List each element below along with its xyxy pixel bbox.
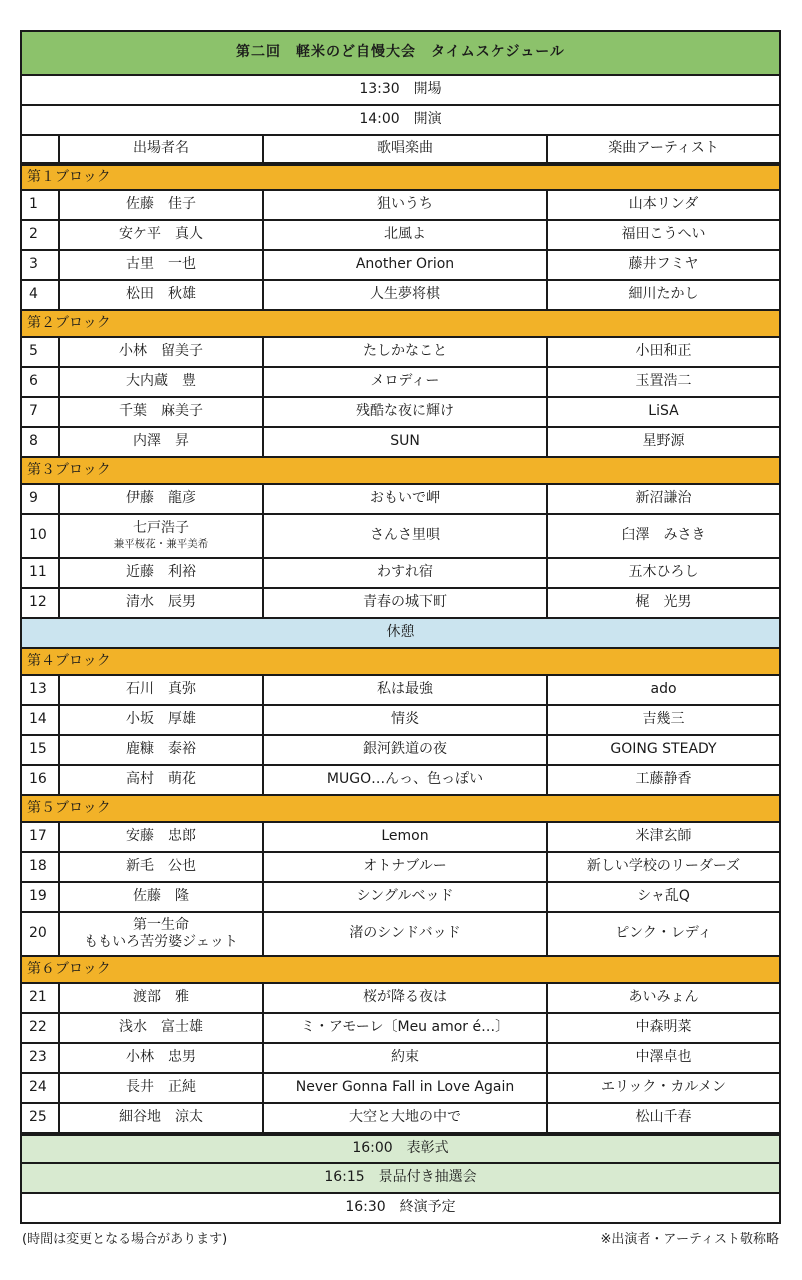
header-artist: 楽曲アーティスト — [546, 136, 779, 162]
doors-open-row — [20, 76, 781, 106]
performer-row — [20, 883, 781, 913]
performer-names — [119, 343, 203, 361]
song-title: Another Orion — [262, 251, 546, 279]
performer-names — [114, 520, 209, 551]
schedule-table — [20, 30, 781, 1224]
performer-name: 長井 正純 — [126, 1079, 196, 1096]
footer-note-time: (時間は変更となる場合があります) — [22, 1232, 228, 1247]
performer-name: 伊藤 龍彦 — [126, 490, 196, 507]
performer-cell — [58, 766, 262, 794]
performer-cell — [58, 706, 262, 734]
performer-cell — [58, 281, 262, 309]
performer-name: 浅水 富士雄 — [119, 1019, 203, 1036]
song-title: メロディー — [262, 368, 546, 396]
block-label: 第２ブロック — [27, 314, 111, 331]
performer-names — [126, 741, 196, 759]
performer-name: 渡部 雅 — [133, 989, 189, 1006]
entry-number: 18 — [29, 858, 47, 875]
performer-name: 第一生命 — [132, 916, 189, 933]
performer-subname: 兼平桜花・兼平美希 — [113, 537, 209, 550]
performer-name: 七戸浩子 — [133, 520, 189, 537]
closing-event-text: 16:30 終演予定 — [345, 1199, 456, 1216]
performer-name: 石川 真弥 — [126, 681, 196, 698]
performer-names — [126, 828, 196, 846]
performer-names — [126, 256, 196, 274]
performer-row — [20, 853, 781, 883]
song-title: たしかなこと — [262, 338, 546, 366]
song-artist: ado — [546, 676, 779, 704]
song-title: MUGO…んっ、色っぽい — [262, 766, 546, 794]
header-number — [22, 136, 58, 162]
song-artist: 吉幾三 — [546, 706, 779, 734]
performer-names — [119, 403, 203, 421]
performer-row — [20, 221, 781, 251]
entry-number: 14 — [29, 711, 47, 728]
song-title: オトナブルー — [262, 853, 546, 881]
song-artist: 梶 光男 — [546, 589, 779, 617]
closing-event-row — [20, 1194, 781, 1224]
performer-names — [133, 433, 189, 451]
entry-number: 6 — [29, 373, 38, 390]
song-title: 人生夢将棋 — [262, 281, 546, 309]
performer-cell — [58, 883, 262, 911]
song-title: さんさ里唄 — [262, 515, 546, 557]
song-artist: あいみょん — [546, 984, 779, 1012]
performer-row — [20, 251, 781, 281]
performer-row — [20, 368, 781, 398]
performer-cell — [58, 221, 262, 249]
performer-cell — [58, 515, 262, 557]
performer-row — [20, 338, 781, 368]
performer-row — [20, 766, 781, 796]
song-artist: 山本リンダ — [546, 191, 779, 219]
performer-name: 古里 一也 — [126, 256, 196, 273]
song-artist: 細川たかし — [546, 281, 779, 309]
show-start-row — [20, 106, 781, 136]
block-label: 第５ブロック — [27, 799, 111, 816]
song-artist: 星野源 — [546, 428, 779, 456]
song-title: シングルベッド — [262, 883, 546, 911]
performer-row — [20, 1044, 781, 1074]
performer-name: 大内蔵 豊 — [126, 373, 196, 390]
block-header-row — [20, 796, 781, 823]
performer-cell — [58, 1044, 262, 1072]
performer-names — [119, 226, 203, 244]
performer-row — [20, 1014, 781, 1044]
performer-names — [126, 373, 196, 391]
song-artist: 臼澤 みさき — [546, 515, 779, 557]
song-artist: シャ乱Q — [546, 883, 779, 911]
song-artist: 福田こうへい — [546, 221, 779, 249]
entry-number: 15 — [29, 741, 47, 758]
performer-cell — [58, 823, 262, 851]
performer-name: 新毛 公也 — [126, 858, 196, 875]
song-title: 約束 — [262, 1044, 546, 1072]
entry-number: 1 — [29, 196, 38, 213]
performer-names — [126, 594, 196, 612]
performer-row — [20, 428, 781, 458]
performer-row — [20, 676, 781, 706]
performer-name: 安ケ平 真人 — [119, 226, 203, 243]
song-title: おもいで岬 — [262, 485, 546, 513]
performer-row — [20, 485, 781, 515]
entry-number: 2 — [29, 226, 38, 243]
performer-row — [20, 1074, 781, 1104]
performer-cell — [58, 368, 262, 396]
title-row — [20, 30, 781, 76]
performer-row — [20, 191, 781, 221]
performer-cell — [58, 676, 262, 704]
performer-names — [126, 1079, 196, 1097]
performer-cell — [58, 251, 262, 279]
closing-event-text: 16:15 景品付き抽選会 — [324, 1169, 477, 1186]
song-title: 私は最強 — [262, 676, 546, 704]
performer-cell — [58, 913, 262, 955]
entry-number: 13 — [29, 681, 47, 698]
performer-names — [119, 1109, 203, 1127]
block-header-row — [20, 311, 781, 338]
song-title: ミ・アモーレ〔Meu amor é…〕 — [262, 1014, 546, 1042]
closing-events — [20, 1134, 781, 1224]
page-title: 第二回 軽米のど自慢大会 タイムスケジュール — [236, 44, 565, 61]
closing-event-row — [20, 1164, 781, 1194]
block-header-row — [20, 164, 781, 191]
song-title: Lemon — [262, 823, 546, 851]
song-artist: 工藤静香 — [546, 766, 779, 794]
performer-cell — [58, 589, 262, 617]
performer-cell — [58, 1104, 262, 1132]
performer-row — [20, 589, 781, 619]
block-header-row — [20, 649, 781, 676]
song-title: わすれ宿 — [262, 559, 546, 587]
block-label: 第３ブロック — [27, 461, 111, 478]
song-title: 銀河鉄道の夜 — [262, 736, 546, 764]
entry-number: 16 — [29, 771, 47, 788]
song-artist: エリック・カルメン — [546, 1074, 779, 1102]
performer-names — [126, 196, 196, 214]
entry-number: 3 — [29, 256, 38, 273]
performer-cell — [58, 853, 262, 881]
entry-number: 9 — [29, 490, 38, 507]
footer-note-honorifics: ※出演者・アーティスト敬称略 — [600, 1232, 779, 1247]
performer-name: 安藤 忠郎 — [126, 828, 196, 845]
performer-names — [126, 858, 196, 876]
performer-names — [126, 490, 196, 508]
header-song: 歌唱楽曲 — [262, 136, 546, 162]
song-artist: 小田和正 — [546, 338, 779, 366]
performer-names — [126, 1049, 196, 1067]
performer-cell — [58, 191, 262, 219]
performer-names — [119, 1019, 203, 1037]
performer-names — [133, 989, 189, 1007]
entry-number: 4 — [29, 286, 38, 303]
song-artist: 中澤卓也 — [546, 1044, 779, 1072]
performer-name: 鹿糠 泰裕 — [126, 741, 196, 758]
closing-event-row — [20, 1134, 781, 1164]
entry-number: 7 — [29, 403, 38, 420]
performer-name: 細谷地 涼太 — [119, 1109, 203, 1126]
column-header-row — [20, 136, 781, 164]
performer-row — [20, 559, 781, 589]
song-title: 狙いうち — [262, 191, 546, 219]
performer-names — [133, 888, 189, 906]
performer-name: 佐藤 佳子 — [126, 196, 196, 213]
performer-name: 千葉 麻美子 — [119, 403, 203, 420]
song-artist: 松山千春 — [546, 1104, 779, 1132]
song-artist: 新しい学校のリーダーズ — [546, 853, 779, 881]
song-title: 桜が降る夜は — [262, 984, 546, 1012]
song-title: 情炎 — [262, 706, 546, 734]
performer-cell — [58, 338, 262, 366]
closing-event-text: 16:00 表彰式 — [352, 1140, 449, 1157]
performer-row — [20, 706, 781, 736]
performer-subname: ももいろ苦労婆ジェット — [84, 934, 238, 950]
entry-number: 11 — [29, 564, 47, 581]
schedule-body — [20, 164, 781, 1134]
performer-cell — [58, 485, 262, 513]
performer-names — [126, 286, 196, 304]
performer-name: 佐藤 隆 — [133, 888, 189, 905]
song-artist: 新沼謙治 — [546, 485, 779, 513]
entry-number: 19 — [29, 888, 47, 905]
block-label: 第６ブロック — [27, 960, 111, 977]
performer-cell — [58, 428, 262, 456]
entry-number: 21 — [29, 989, 47, 1006]
performer-name: 内澤 昇 — [133, 433, 189, 450]
performer-names — [126, 771, 196, 789]
performer-name: 近藤 利裕 — [126, 564, 196, 581]
song-title: SUN — [262, 428, 546, 456]
performer-name: 清水 辰男 — [126, 594, 196, 611]
song-title: 大空と大地の中で — [262, 1104, 546, 1132]
block-header-row — [20, 957, 781, 984]
entry-number: 25 — [29, 1109, 47, 1126]
performer-cell — [58, 1074, 262, 1102]
entry-number: 17 — [29, 828, 47, 845]
performer-cell — [58, 559, 262, 587]
performer-name: 高村 萌花 — [126, 771, 196, 788]
performer-name: 小林 忠男 — [126, 1049, 196, 1066]
song-title: 渚のシンドバッド — [262, 913, 546, 955]
entry-number: 12 — [29, 594, 47, 611]
performer-row — [20, 913, 781, 957]
break-label: 休憩 — [386, 624, 415, 641]
performer-row — [20, 1104, 781, 1134]
performer-name: 小坂 厚雄 — [126, 711, 196, 728]
block-label: 第４ブロック — [27, 652, 111, 669]
block-header-row — [20, 458, 781, 485]
performer-row — [20, 515, 781, 559]
performer-names — [126, 564, 196, 582]
performer-name: 松田 秋雄 — [126, 286, 196, 303]
song-artist: GOING STEADY — [546, 736, 779, 764]
performer-cell — [58, 736, 262, 764]
show-start-time: 14:00 開演 — [359, 111, 442, 128]
performer-names — [84, 917, 238, 952]
entry-number: 24 — [29, 1079, 47, 1096]
song-artist: 玉置浩二 — [546, 368, 779, 396]
song-artist: 五木ひろし — [546, 559, 779, 587]
performer-row — [20, 984, 781, 1014]
song-artist: LiSA — [546, 398, 779, 426]
entry-number: 20 — [29, 925, 47, 942]
entry-number: 8 — [29, 433, 38, 450]
performer-cell — [58, 1014, 262, 1042]
song-artist: 藤井フミヤ — [546, 251, 779, 279]
song-title: 北風よ — [262, 221, 546, 249]
song-title: 青春の城下町 — [262, 589, 546, 617]
break-row — [20, 619, 781, 649]
entry-number: 10 — [29, 527, 47, 544]
performer-names — [126, 681, 196, 699]
entry-number: 23 — [29, 1049, 47, 1066]
footer — [22, 1228, 779, 1247]
performer-row — [20, 823, 781, 853]
header-performer: 出場者名 — [58, 136, 262, 162]
entry-number: 5 — [29, 343, 38, 360]
performer-cell — [58, 984, 262, 1012]
performer-cell — [58, 398, 262, 426]
performer-names — [126, 711, 196, 729]
song-artist: 中森明菜 — [546, 1014, 779, 1042]
doors-open-time: 13:30 開場 — [359, 81, 442, 98]
song-title: Never Gonna Fall in Love Again — [262, 1074, 546, 1102]
performer-row — [20, 281, 781, 311]
block-label: 第１ブロック — [27, 168, 111, 185]
entry-number: 22 — [29, 1019, 47, 1036]
performer-name: 小林 留美子 — [119, 343, 203, 360]
song-title: 残酷な夜に輝け — [262, 398, 546, 426]
performer-row — [20, 736, 781, 766]
performer-row — [20, 398, 781, 428]
song-artist: 米津玄師 — [546, 823, 779, 851]
song-artist: ピンク・レディ — [546, 913, 779, 955]
